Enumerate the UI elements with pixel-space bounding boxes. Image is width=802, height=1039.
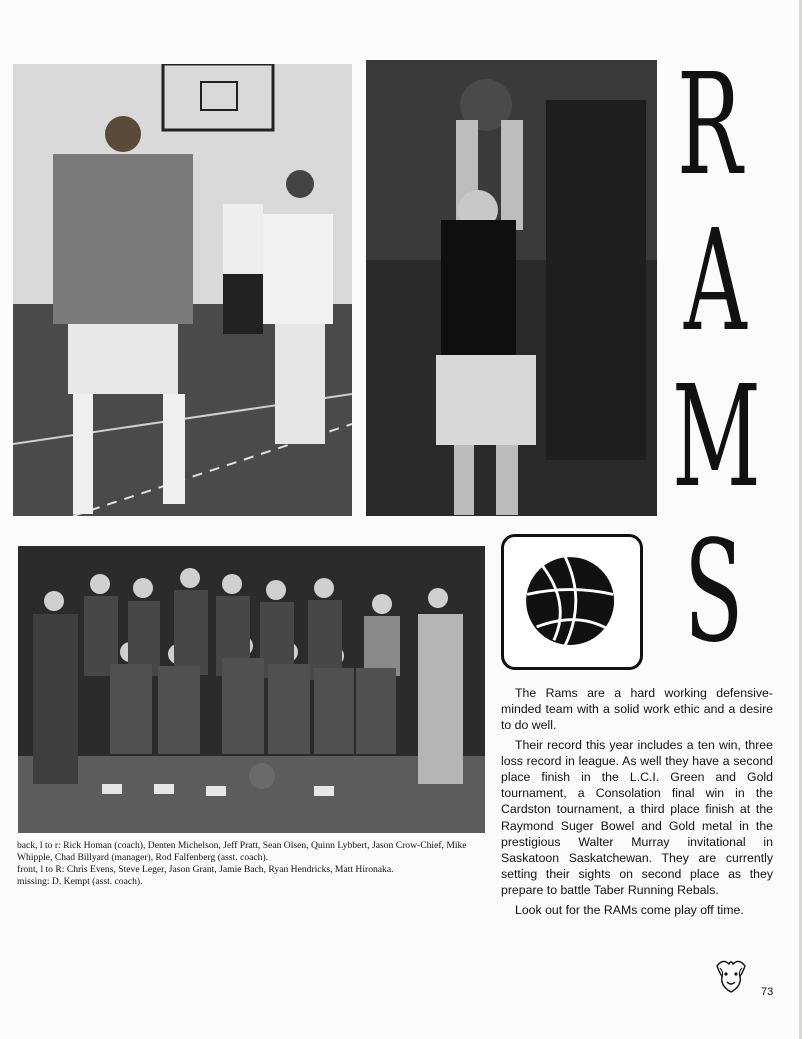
- story-paragraph: The Rams are a hard working defensive-minded team with a solid work ethic and a desire to do well.: [501, 686, 773, 733]
- caption-back-row: back, l to r: Rick Homan (coach), Denten Michelson, Jeff Pratt, Sean Olsen, Quinn Lybbert, Jason Crow-Chief, Mike Whipple, Chad Billyard (manager), Rod Falfenberg (asst. coach).: [17, 840, 467, 863]
- page-number: 73: [761, 986, 774, 998]
- basketball-icon-frame: [501, 534, 643, 670]
- title-letter-a: A: [684, 200, 747, 363]
- title-letter-m: M: [672, 356, 761, 519]
- title-letter-s: S: [684, 511, 744, 674]
- ram-mascot-icon: [714, 958, 748, 994]
- team-story: [501, 685, 773, 921]
- player-passing-photo: [13, 64, 352, 516]
- story-paragraph: Their record this year includes a ten win, three loss record in league. As well they have a second place finish in the L.C.I. Green and Gold tournament, a Consolation final win in the Cardston tournament, a third place finish at the Raymond Suger Bowel and Gold metal in the prestigious Walter Murray invitational in Saskatoon Saskatchewan. They are currently setting their sights on second place as they prepare to battle Taber Running Rebals.: [501, 737, 773, 898]
- player-shooting-photo: [366, 60, 657, 516]
- story-paragraph: Look out for the RAMs come play off time.: [515, 902, 744, 917]
- team-group-photo: [18, 546, 485, 833]
- basketball-icon: [504, 537, 640, 667]
- title-letter-r: R: [677, 44, 743, 207]
- caption-front-row: front, l to R: Chris Evens, Steve Leger, Jason Grant, Jamie Bach, Ryan Hendricks, Matt Hironaka.: [17, 864, 394, 875]
- caption-missing: missing: D. Kempt (asst. coach).: [17, 876, 143, 887]
- team-photo-caption: [17, 840, 491, 888]
